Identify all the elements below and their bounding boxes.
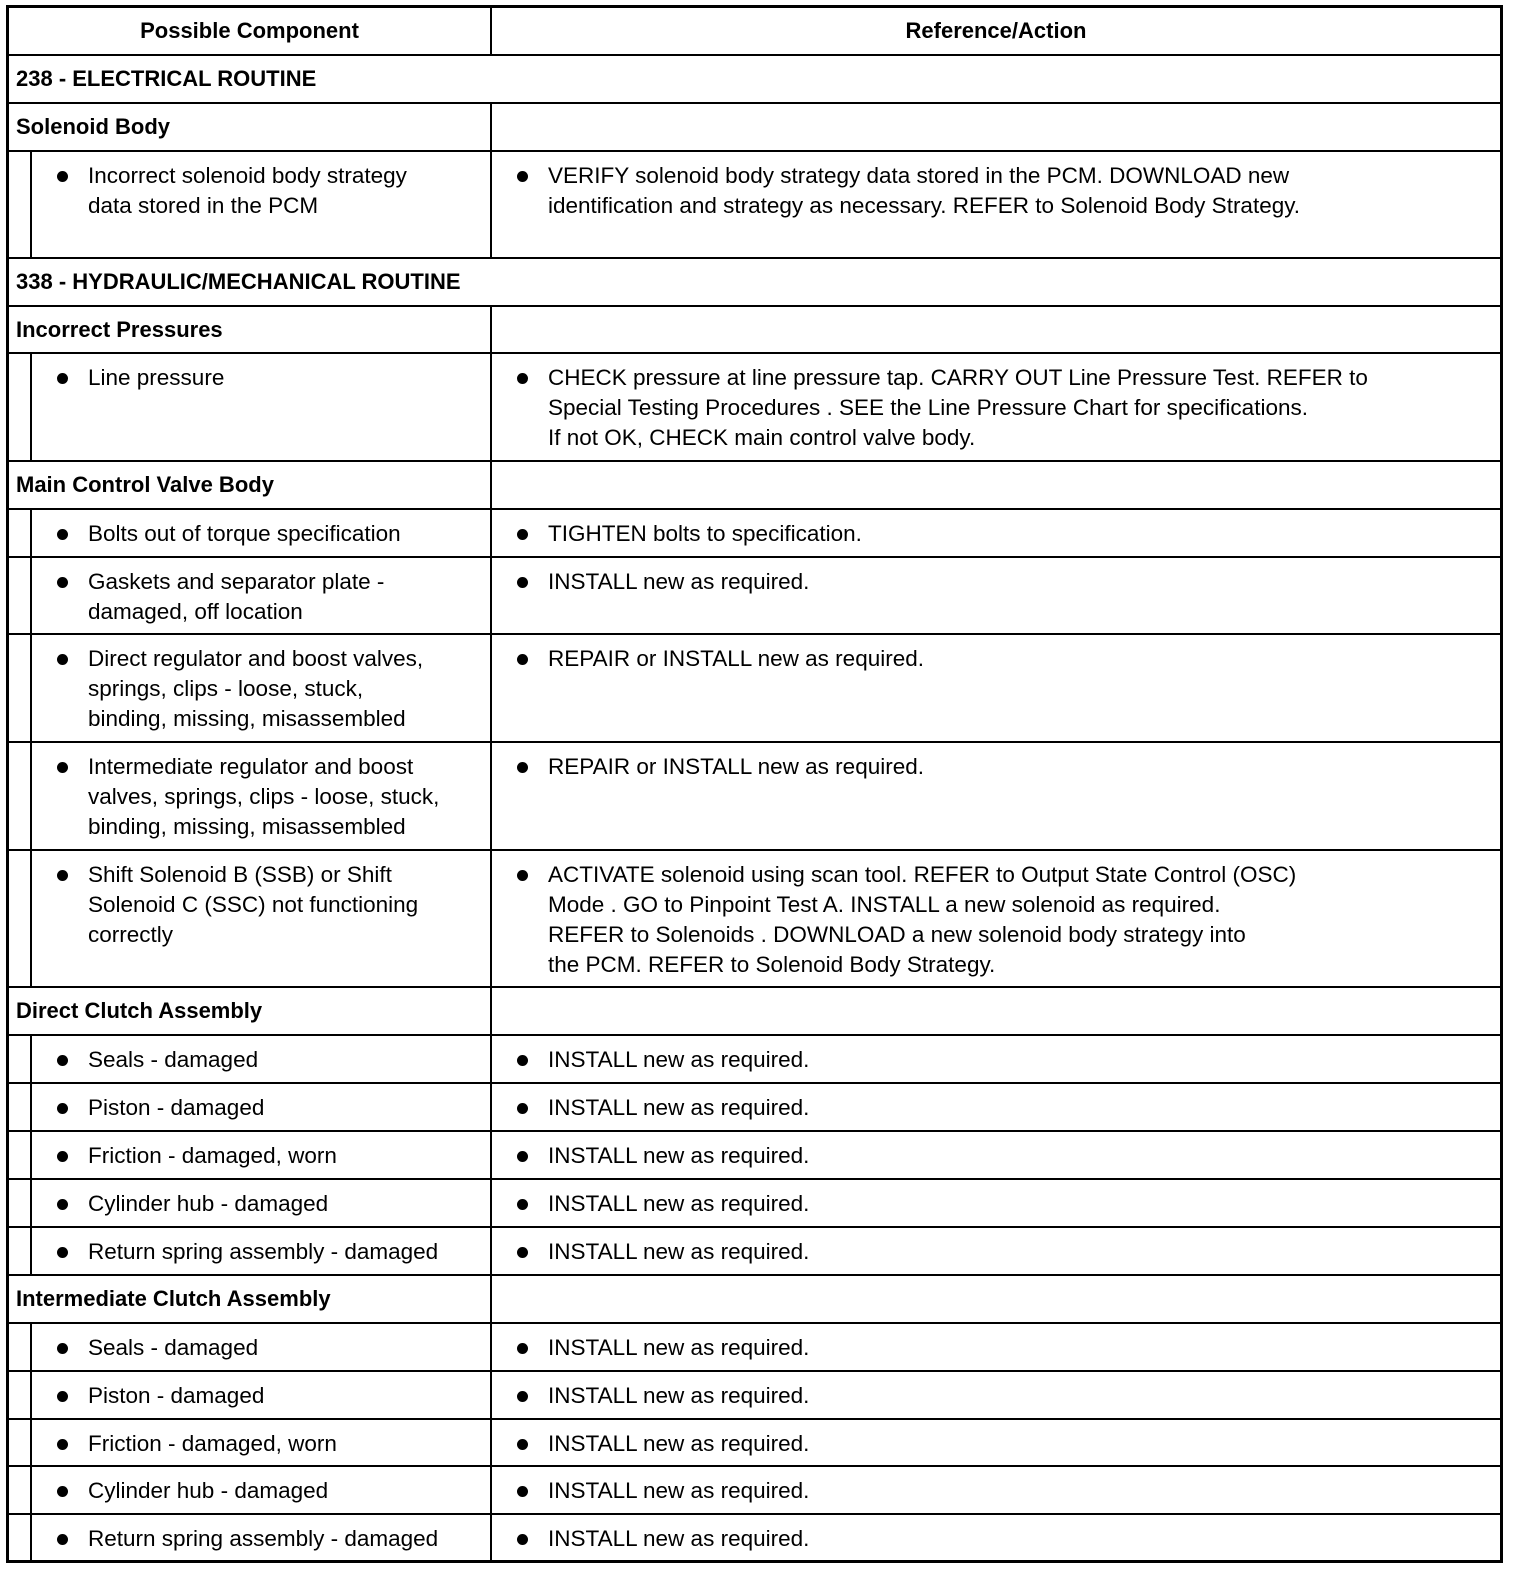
table-row bbox=[9, 1082, 1500, 1130]
component-cell bbox=[9, 743, 492, 849]
bullet-icon bbox=[57, 1103, 68, 1114]
component-cell bbox=[9, 1180, 492, 1226]
bullet-icon bbox=[57, 1151, 68, 1162]
table-row bbox=[9, 508, 1500, 556]
component-text: Piston - damaged bbox=[88, 1095, 265, 1120]
action-text: CHECK pressure at line pressure tap. CARRY OUT Line Pressure Test. REFER to Special Testing Procedures . SEE the Line Pressure Chart for specifications. If not OK, CHECK main control valve body. bbox=[548, 365, 1368, 450]
bullet-icon bbox=[517, 1199, 528, 1210]
action-text: REPAIR or INSTALL new as required. bbox=[548, 646, 924, 671]
bullet-icon bbox=[517, 373, 528, 384]
indent-cell bbox=[9, 354, 32, 460]
component-item bbox=[32, 1180, 490, 1226]
routine-row bbox=[9, 54, 1500, 102]
action-text: INSTALL new as required. bbox=[548, 1335, 810, 1360]
action-text: INSTALL new as required. bbox=[548, 1383, 810, 1408]
table-row bbox=[9, 1178, 1500, 1226]
action-cell bbox=[492, 1467, 1500, 1513]
action-text: INSTALL new as required. bbox=[548, 1143, 810, 1168]
bullet-icon bbox=[517, 1486, 528, 1497]
component-cell bbox=[9, 635, 492, 741]
action-cell bbox=[492, 1036, 1500, 1082]
action-cell bbox=[492, 1515, 1500, 1560]
section-title: Solenoid Body bbox=[9, 104, 492, 150]
component-text: Seals - damaged bbox=[88, 1335, 259, 1360]
component-item bbox=[32, 558, 490, 633]
table-row bbox=[9, 1322, 1500, 1370]
indent-cell bbox=[9, 1036, 32, 1082]
table-row bbox=[9, 1465, 1500, 1513]
section-empty-cell bbox=[492, 307, 1500, 352]
bullet-icon bbox=[517, 1247, 528, 1258]
table-row bbox=[9, 556, 1500, 633]
bullet-icon bbox=[517, 1103, 528, 1114]
component-text: Return spring assembly - damaged bbox=[88, 1526, 439, 1551]
component-item bbox=[32, 1036, 490, 1082]
action-text: INSTALL new as required. bbox=[548, 1239, 810, 1264]
table-row bbox=[9, 1130, 1500, 1178]
action-cell bbox=[492, 635, 1500, 741]
action-text: TIGHTEN bolts to specification. bbox=[548, 521, 862, 546]
bullet-icon bbox=[57, 1199, 68, 1210]
bullet-icon bbox=[517, 1343, 528, 1354]
component-cell bbox=[9, 1036, 492, 1082]
indent-cell bbox=[9, 1180, 32, 1226]
bullet-icon bbox=[517, 1055, 528, 1066]
action-cell bbox=[492, 1180, 1500, 1226]
component-cell bbox=[9, 851, 492, 986]
component-text: Cylinder hub - damaged bbox=[88, 1191, 329, 1216]
component-text: Cylinder hub - damaged bbox=[88, 1478, 329, 1503]
action-cell bbox=[492, 354, 1500, 460]
action-text: INSTALL new as required. bbox=[548, 1431, 810, 1456]
component-item bbox=[32, 152, 490, 257]
indent-cell bbox=[9, 1228, 32, 1274]
component-text: Bolts out of torque specification bbox=[88, 521, 401, 546]
component-item bbox=[32, 510, 490, 556]
component-item bbox=[32, 635, 490, 741]
component-item bbox=[32, 1372, 490, 1418]
bullet-icon bbox=[517, 171, 528, 182]
indent-cell bbox=[9, 1084, 32, 1130]
component-item bbox=[32, 851, 490, 986]
bullet-icon bbox=[57, 171, 68, 182]
indent-cell bbox=[9, 743, 32, 849]
action-text: INSTALL new as required. bbox=[548, 1191, 810, 1216]
component-cell bbox=[9, 1324, 492, 1370]
bullet-icon bbox=[57, 1439, 68, 1450]
component-text: Friction - damaged, worn bbox=[88, 1431, 337, 1456]
routine-row bbox=[9, 257, 1500, 305]
indent-cell bbox=[9, 1132, 32, 1178]
section-empty-cell bbox=[492, 104, 1500, 150]
action-text: INSTALL new as required. bbox=[548, 1095, 810, 1120]
action-cell bbox=[492, 1324, 1500, 1370]
component-text: Gaskets and separator plate - damaged, off location bbox=[88, 569, 385, 624]
component-cell bbox=[9, 1228, 492, 1274]
action-text: REPAIR or INSTALL new as required. bbox=[548, 754, 924, 779]
component-cell bbox=[9, 1084, 492, 1130]
table-row bbox=[9, 150, 1500, 257]
bullet-icon bbox=[57, 1343, 68, 1354]
bullet-icon bbox=[517, 654, 528, 665]
bullet-icon bbox=[57, 1391, 68, 1402]
section-title: Intermediate Clutch Assembly bbox=[9, 1276, 492, 1322]
section-title: Main Control Valve Body bbox=[9, 462, 492, 508]
table-row bbox=[9, 1226, 1500, 1274]
table-row bbox=[9, 352, 1500, 460]
bullet-icon bbox=[57, 1247, 68, 1258]
component-item bbox=[32, 354, 490, 460]
component-text: Friction - damaged, worn bbox=[88, 1143, 337, 1168]
component-cell bbox=[9, 1467, 492, 1513]
bullet-icon bbox=[57, 1534, 68, 1545]
bullet-icon bbox=[57, 762, 68, 773]
section-empty-cell bbox=[492, 462, 1500, 508]
action-text: INSTALL new as required. bbox=[548, 1047, 810, 1072]
action-cell bbox=[492, 1372, 1500, 1418]
component-item bbox=[32, 1467, 490, 1513]
header-reference-action: Reference/Action bbox=[905, 18, 1087, 43]
header-possible-component: Possible Component bbox=[9, 8, 492, 54]
section-row bbox=[9, 305, 1500, 352]
bullet-icon bbox=[517, 529, 528, 540]
indent-cell bbox=[9, 1372, 32, 1418]
action-text: ACTIVATE solenoid using scan tool. REFER to Output State Control (OSC) Mode . GO to Pinpoint Test A. INSTALL a new solenoid as required. REFER to Solenoids . DOWNLOAD a new solenoid body strategy into the PCM. REFER to Solenoid Body Strategy. bbox=[548, 862, 1297, 977]
table-row bbox=[9, 1418, 1500, 1465]
component-text: Piston - damaged bbox=[88, 1383, 265, 1408]
indent-cell bbox=[9, 635, 32, 741]
component-text: Incorrect solenoid body strategy data stored in the PCM bbox=[88, 163, 407, 218]
table-row bbox=[9, 1370, 1500, 1418]
section-row bbox=[9, 460, 1500, 508]
action-cell bbox=[492, 1420, 1500, 1465]
table-row bbox=[9, 1034, 1500, 1082]
indent-cell bbox=[9, 851, 32, 986]
component-cell bbox=[9, 1420, 492, 1465]
section-empty-cell bbox=[492, 1276, 1500, 1322]
bullet-icon bbox=[57, 373, 68, 384]
component-text: Line pressure bbox=[88, 365, 225, 390]
component-cell bbox=[9, 1132, 492, 1178]
component-item bbox=[32, 1228, 490, 1274]
routine-title: 338 - HYDRAULIC/MECHANICAL ROUTINE bbox=[16, 269, 461, 294]
component-cell bbox=[9, 558, 492, 633]
action-cell bbox=[492, 851, 1500, 986]
action-cell bbox=[492, 1132, 1500, 1178]
bullet-icon bbox=[517, 870, 528, 881]
component-text: Direct regulator and boost valves, springs, clips - loose, stuck, binding, missing, misassembled bbox=[88, 646, 424, 731]
component-item bbox=[32, 1324, 490, 1370]
bullet-icon bbox=[57, 1055, 68, 1066]
table-row bbox=[9, 849, 1500, 986]
bullet-icon bbox=[517, 1439, 528, 1450]
indent-cell bbox=[9, 1515, 32, 1560]
component-cell bbox=[9, 354, 492, 460]
component-cell bbox=[9, 1515, 492, 1560]
routine-title: 238 - ELECTRICAL ROUTINE bbox=[16, 66, 317, 91]
action-cell bbox=[492, 743, 1500, 849]
action-cell bbox=[492, 1228, 1500, 1274]
component-item bbox=[32, 743, 490, 849]
diagnostic-table bbox=[6, 5, 1503, 1563]
table-row bbox=[9, 1513, 1500, 1560]
indent-cell bbox=[9, 510, 32, 556]
section-row bbox=[9, 1274, 1500, 1322]
bullet-icon bbox=[57, 577, 68, 588]
bullet-icon bbox=[517, 1534, 528, 1545]
indent-cell bbox=[9, 1324, 32, 1370]
indent-cell bbox=[9, 558, 32, 633]
component-text: Shift Solenoid B (SSB) or Shift Solenoid C (SSC) not functioning correctly bbox=[88, 862, 419, 947]
table-row bbox=[9, 633, 1500, 741]
section-title: Incorrect Pressures bbox=[9, 307, 492, 352]
indent-cell bbox=[9, 152, 32, 257]
bullet-icon bbox=[57, 1486, 68, 1497]
action-cell bbox=[492, 152, 1500, 257]
component-item bbox=[32, 1420, 490, 1465]
action-cell bbox=[492, 558, 1500, 633]
bullet-icon bbox=[57, 654, 68, 665]
component-text: Intermediate regulator and boost valves, springs, clips - loose, stuck, binding, missing, misassembled bbox=[88, 754, 440, 839]
section-title: Direct Clutch Assembly bbox=[9, 988, 492, 1034]
bullet-icon bbox=[517, 762, 528, 773]
bullet-icon bbox=[57, 870, 68, 881]
component-cell bbox=[9, 510, 492, 556]
table-header-row bbox=[9, 8, 1500, 54]
section-row bbox=[9, 102, 1500, 150]
bullet-icon bbox=[517, 1391, 528, 1402]
bullet-icon bbox=[517, 1151, 528, 1162]
bullet-icon bbox=[57, 529, 68, 540]
section-empty-cell bbox=[492, 988, 1500, 1034]
table-row bbox=[9, 741, 1500, 849]
action-text: INSTALL new as required. bbox=[548, 1478, 810, 1503]
indent-cell bbox=[9, 1467, 32, 1513]
action-text: VERIFY solenoid body strategy data stored in the PCM. DOWNLOAD new identification and strategy as necessary. REFER to Solenoid Body Strategy. bbox=[548, 163, 1301, 218]
component-item bbox=[32, 1515, 490, 1560]
action-text: INSTALL new as required. bbox=[548, 569, 810, 594]
component-cell bbox=[9, 152, 492, 257]
indent-cell bbox=[9, 1420, 32, 1465]
action-cell bbox=[492, 510, 1500, 556]
component-text: Seals - damaged bbox=[88, 1047, 259, 1072]
bullet-icon bbox=[517, 577, 528, 588]
section-row bbox=[9, 986, 1500, 1034]
component-cell bbox=[9, 1372, 492, 1418]
component-text: Return spring assembly - damaged bbox=[88, 1239, 439, 1264]
action-cell bbox=[492, 1084, 1500, 1130]
component-item bbox=[32, 1084, 490, 1130]
action-text: INSTALL new as required. bbox=[548, 1526, 810, 1551]
component-item bbox=[32, 1132, 490, 1178]
